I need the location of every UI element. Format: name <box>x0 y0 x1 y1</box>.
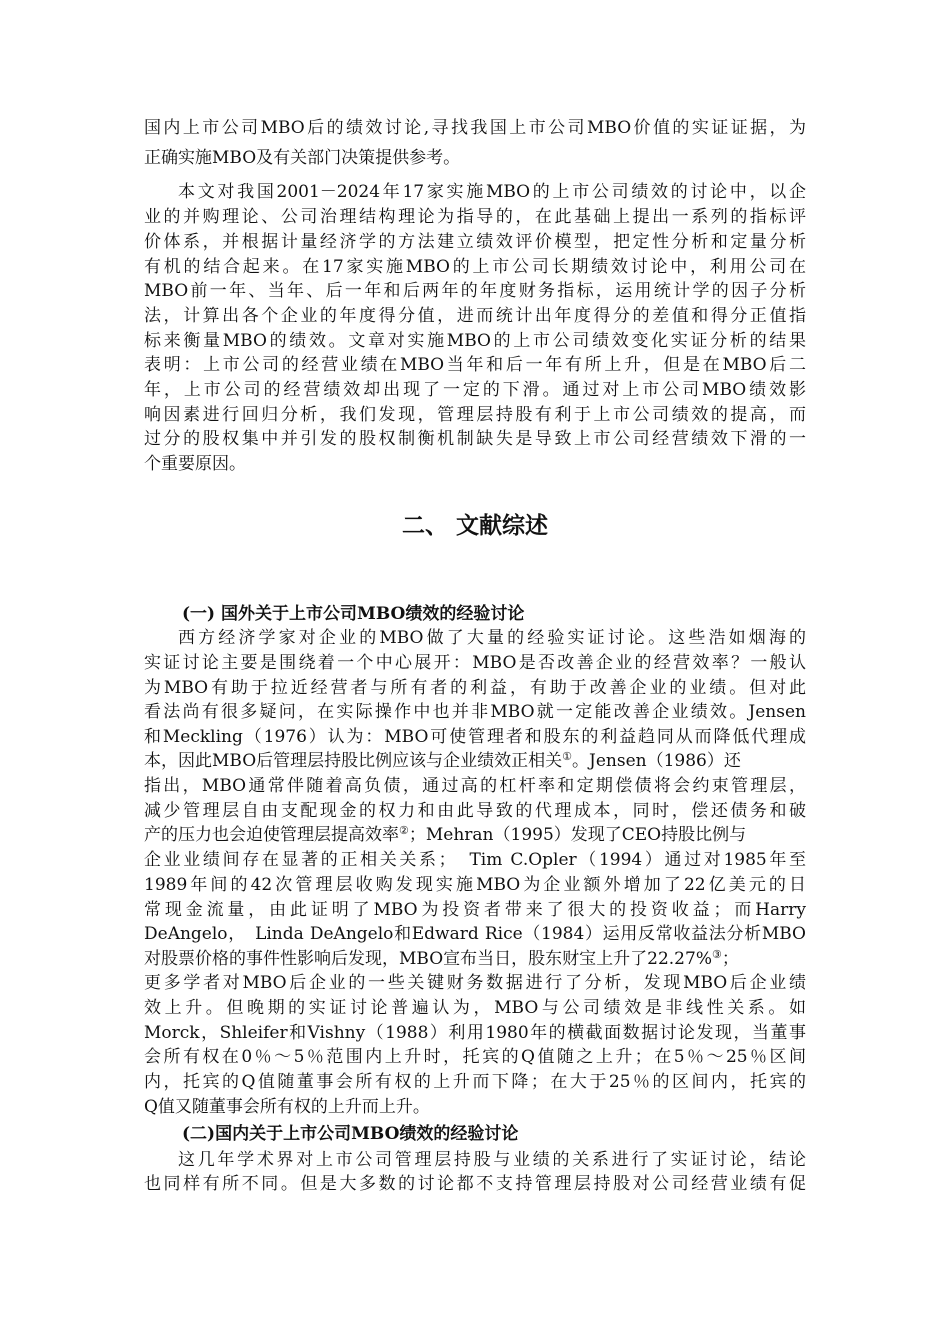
paragraph-line: 过分的股权集中并引发的股权制衡机制缺失是导致上市公司经营绩效下滑的一 <box>144 429 806 449</box>
paragraph-line: 标来衡量MBO的绩效。文章对实施MBO的上市公司绩效变化实证分析的结果 <box>144 331 806 351</box>
subsection-title: (一) 国外关于上市公司MBO绩效的经验讨论 <box>182 604 525 624</box>
paragraph-line: 表明：上市公司的经营业绩在MBO当年和后一年有所上升，但是在MBO后二 <box>144 355 806 375</box>
paragraph-line: 会所有权在0％～5％范围内上升时，托宾的Q值随之上升；在5％～25％区间 <box>144 1047 806 1067</box>
paragraph-line: 法，计算出各个企业的年度得分值，进而统计出年度得分的差值和得分正值指 <box>144 306 806 326</box>
line-text: 对股票价格的事件性影响后发现，MBO宣布当日，股东财宝上升了22.27% <box>144 949 712 969</box>
subsection-title: (二)国内关于上市公司MBO绩效的经验讨论 <box>182 1124 519 1144</box>
paragraph-line: 1989年间的42次管理层收购发现实施MBO为企业额外增加了22亿美元的日 <box>144 875 806 895</box>
paragraph-line: 也同样有所不同。但是大多数的讨论都不支持管理层持股对公司经营业绩有促 <box>144 1174 806 1194</box>
paragraph-line <box>144 823 806 847</box>
paragraph-line: 年，上市公司的经营绩效却出现了一定的下滑。通过对上市公司MBO绩效影 <box>144 380 806 400</box>
paragraph-line: Morck，Shleifer和Vishny（1988）利用1980年的横截面数据讨论发现，当董事 <box>144 1023 806 1043</box>
paragraph-line <box>144 947 806 971</box>
line-text: 产的压力也会迫使管理层提高效率 <box>144 825 399 845</box>
line-text: ；Mehran（1995）发现了CEO持股比例与 <box>408 825 747 845</box>
line-text: 。Jensen（1986）还 <box>572 751 741 771</box>
paragraph-line: 为MBO有助于拉近经营者与所有者的利益，有助于改善企业的业绩。但对此 <box>144 678 806 698</box>
paragraph-line: 这几年学术界对上市公司管理层持股与业绩的关系进行了实证讨论，结论 <box>178 1150 806 1170</box>
paragraph-line: 更多学者对MBO后企业的一些关键财务数据进行了分析，发现MBO后企业绩 <box>144 973 806 993</box>
paragraph-line: 响因素进行回归分析，我们发现，管理层持股有利于上市公司绩效的提高，而 <box>144 405 806 425</box>
line-text: 本，因此MBO后管理层持股比例应该与企业绩效正相关 <box>144 751 563 771</box>
paragraph-line: 和Meckling（1976）认为：MBO可使管理者和股东的利益趋同从而降低代理成 <box>144 727 806 747</box>
paragraph-line: 指出，MBO通常伴随着高负债，通过高的杠杆率和定期偿债将会约束管理层， <box>144 776 806 796</box>
footnote-marker[interactable]: ① <box>562 750 573 763</box>
paragraph-line: 减少管理层自由支配现金的权力和由此导致的代理成本，同时，偿还债务和破 <box>144 801 806 821</box>
paragraph-line: DeAngelo， Linda DeAngelo和Edward Rice（1984）运用反常收益法分析MBO <box>144 924 806 944</box>
section-heading: 二、 文献综述 <box>401 512 548 539</box>
paragraph-line <box>144 749 806 773</box>
paragraph-line: 正确实施MBO及有关部门决策提供参考。 <box>144 148 461 168</box>
paragraph-line: 效上升。但晚期的实证讨论普遍认为，MBO与公司绩效是非线性关系。如 <box>144 998 806 1018</box>
paragraph-line: 有机的结合起来。在17家实施MBO的上市公司长期绩效讨论中，利用公司在 <box>144 257 806 277</box>
paragraph-line: 常现金流量，由此证明了MBO为投资者带来了很大的投资收益；而Harry <box>144 900 806 920</box>
footnote-marker[interactable]: ③ <box>711 948 722 961</box>
paragraph-line: 看法尚有很多疑问，在实际操作中也并非MBO就一定能改善企业绩效。Jensen <box>144 702 806 722</box>
paragraph-line: 本文对我国2001－2024年17家实施MBO的上市公司绩效的讨论中，以企 <box>178 182 806 202</box>
paragraph-line: 实证讨论主要是围绕着一个中心展开：MBO是否改善企业的经营效率？一般认 <box>144 653 806 673</box>
paragraph-line: Q值又随董事会所有权的上升而上升。 <box>144 1097 430 1117</box>
footnote-marker[interactable]: ② <box>399 824 409 837</box>
paragraph-line: 价体系，并根据计量经济学的方法建立绩效评价模型，把定性分析和定量分析 <box>144 232 806 252</box>
line-text: ； <box>721 949 739 969</box>
paragraph-line: 业的并购理论、公司治理结构理论为指导的，在此基础上提出一系列的指标评 <box>144 207 806 227</box>
paragraph-line: MBO前一年、当年、后一年和后两年的年度财务指标，运用统计学的因子分析 <box>144 281 806 301</box>
paragraph-line: 个重要原因。 <box>144 454 246 474</box>
paragraph-line: 国内上市公司MBO后的绩效讨论,寻找我国上市公司MBO价值的实证证据，为 <box>144 118 806 138</box>
paragraph-line: 内，托宾的Q值随董事会所有权的上升而下降；在大于25％的区间内，托宾的 <box>144 1072 806 1092</box>
paragraph-line: 企业业绩间存在显著的正相关关系； Tim C.Opler（1994）通过对1985年至 <box>144 850 806 870</box>
paragraph-line: 西方经济学家对企业的MBO做了大量的经验实证讨论。这些浩如烟海的 <box>178 628 806 648</box>
